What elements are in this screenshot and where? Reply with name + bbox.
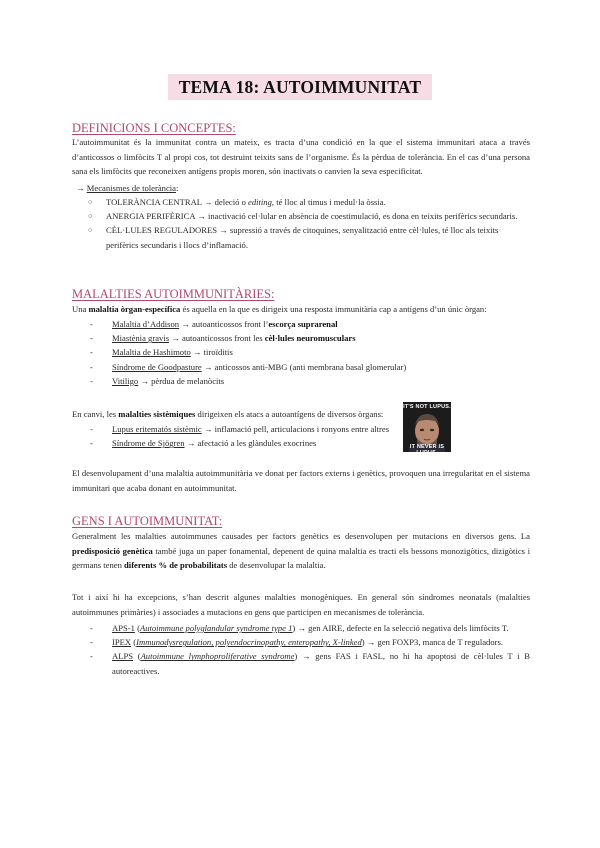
definicions-paragraph: L’autoimmunitat és la immunitat contra un mateix, es tracta d’una condició en la que el sistema immunitari ataca a través d’anticossos o limfòcits T al propi cos, tot destruint teixits sans de l’organisme. És la pèrdua de tolerància. En el cas d’una persona sana els limfòcits que reconeixen antígens propis moren, són inactivats o canvien la seva especificitat. [72, 137, 530, 177]
list-item: ○ TOLERÀNCIA CENTRAL → deleció o editing, té lloc al timus i medul·la òssia. [106, 195, 530, 209]
systemic-intro: En canvi, les malalties sistèmiques dirigeixen els atacs a autoantígens de diversos òrgans: [72, 409, 384, 419]
organ-specific-intro: Una malaltia òrgan-específica és aquella en la que es dirigeix una resposta immunitària cap a antígens d’un únic òrgan: [72, 304, 487, 314]
list-item: - Miastènia gravis → autoanticossos front les cèl·lules neuromusculars [112, 331, 530, 345]
list-item: - ALPS (Autoimmune lymphoproliferative syndrome) → gens FAS i FASL, no hi ha apoptosi de cèl·lules T i B autoreactives. [112, 649, 530, 677]
list-item: - Malaltia de Hashimoto → tiroïditis [112, 345, 530, 359]
list-item: - Malaltia d’Addison → autoanticossos front l’escorça suprarenal [112, 317, 530, 331]
list-item: - IPEX (Immunodysregulation, polyendocrinopathy, enteropathy, X-linked) → gen FOXP3, manca de T reguladors. [112, 635, 530, 649]
section-heading-definicions: DEFINICIONS I CONCEPTES: [72, 121, 236, 135]
arrow-icon: → [76, 183, 85, 193]
mecanismes-label: Mecanismes de tolerància [86, 183, 176, 193]
lupus-meme-image [403, 402, 451, 456]
list-item: - Síndrome de Goodpasture → anticossos anti-MBG (anti membrana basal glomerular) [112, 360, 530, 374]
list-item: ○ ANERGIA PERIFÈRICA → inactivació cel·lular en absència de coestimulació, es dona en teixits perifèrics secundaris. [106, 209, 530, 223]
monogenic-list [112, 621, 530, 678]
malalties-closing-paragraph: El desenvolupament d’una malaltia autoimmunitària ve donat per factors externs i genètics, provoquen una irregularitat en el sistema immunitari que acaba donant en autoimmunitat. [72, 468, 530, 493]
organ-specific-list [112, 317, 530, 388]
meme-top-text: IT'S NOT LUPUS. [403, 404, 451, 410]
list-item: - APS-1 (Autoimmune polyglandular syndrome type 1) → gen AIRE, defecte en la selecció negativa dels limfòcits T. [112, 621, 530, 635]
tolerance-list [106, 195, 530, 252]
meme-bottom-text: IT NEVER IS LUPUS. [409, 444, 445, 456]
page-title: TEMA 18: AUTOIMMUNITAT [168, 74, 432, 100]
list-item: - Vitiligo → pèrdua de melanòcits [112, 374, 530, 388]
gens-paragraph-1: Generalment les malalties autoimmunes causades per factors genètics es desenvolupen per mutacions en diversos gens. La predisposició genètica també juga un paper fonamental, depenent de quina malaltia es tracti els bessons monozigòtics, dizigòtics i germans tenen diferents % de probabilitats de desenvolupar la malaltia. [72, 531, 530, 571]
list-item: - Síndrome de Sjögren → afectació a les glàndules exocrines [112, 436, 412, 450]
mecanismes-line: → Mecanismes de tolerància: [76, 183, 179, 193]
list-item: - Lupus eritematós sistèmic → inflamació pell, articulacions i ronyons entre altres [112, 422, 412, 436]
gens-paragraph-2: Tot i així hi ha excepcions, s’han descrit algunes malalties monogèniques. En general són síndromes neonatals (malalties autoimmunes primàries) i associades a mutacions en gens que participen en mecanismes de tolerància. [72, 592, 530, 617]
section-heading-gens: GENS I AUTOIMMUNITAT: [72, 514, 223, 528]
systemic-list [112, 422, 412, 450]
section-heading-malalties: MALALTIES AUTOIMMUNITÀRIES: [72, 287, 275, 301]
list-item: ○ CÈL·LULES REGULADORES → supressió a través de citoquines, senyalització entre cèl·lules, té lloc als teixits perifèrics secundaris i llocs d’inflamació. [106, 223, 530, 251]
